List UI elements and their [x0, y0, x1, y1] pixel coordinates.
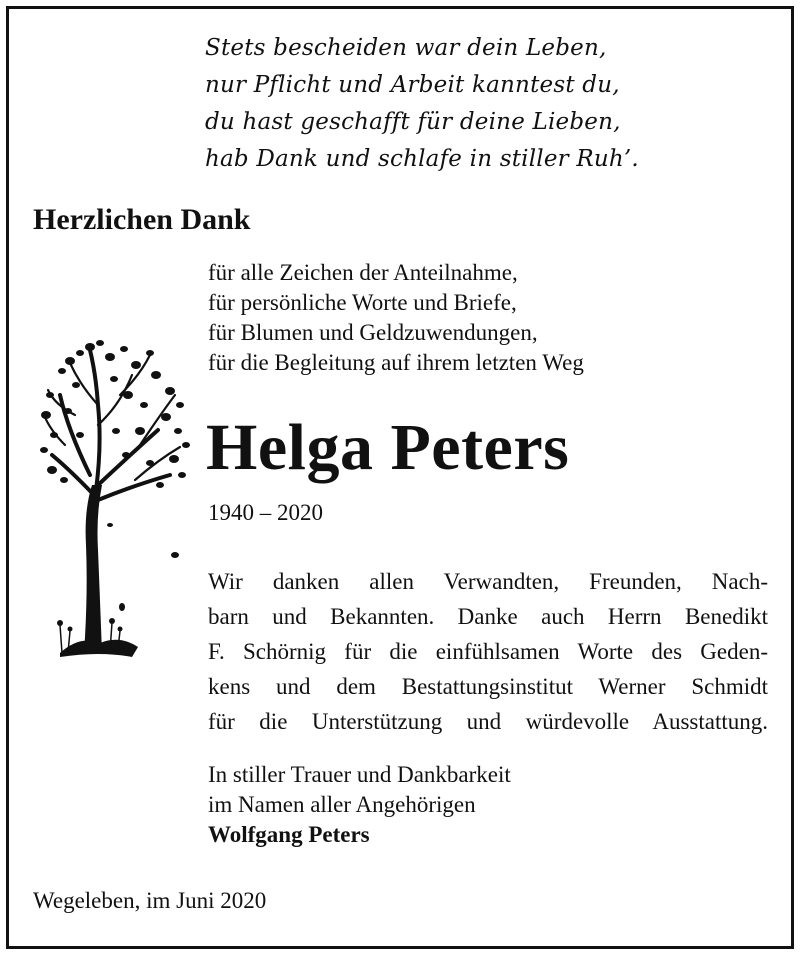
thanks-list — [208, 258, 768, 378]
poem-line: Stets bescheiden war dein Leben, — [205, 35, 607, 61]
body-line: kens und dem Bestattungsinstitut Werner Schmidt — [208, 674, 768, 699]
signer-name: Wolfgang Peters — [208, 822, 370, 847]
thanks-line: für persönliche Worte und Briefe, — [208, 290, 517, 315]
closing-line: In stiller Trauer und Dankbarkeit — [208, 762, 511, 787]
closing-signature — [208, 760, 768, 850]
closing-line: im Namen aller Angehörigen — [208, 792, 476, 817]
tree-silhouette-icon — [40, 335, 195, 675]
thanks-line: für die Begleitung auf ihrem letzten Weg — [208, 350, 584, 375]
body-line: F. Schörnig für die einfühlsamen Worte des Geden- — [208, 639, 768, 664]
body-line: Wir danken allen Verwandten, Freunden, Nach- — [208, 569, 768, 594]
poem-line: nur Pflicht und Arbeit kanntest du, — [205, 72, 620, 98]
body-line: für die Unterstützung und würdevolle Ausstattung. — [208, 709, 768, 734]
place-and-date: Wegeleben, im Juni 2020 — [33, 888, 267, 913]
body-line: barn und Bekannten. Danke auch Herrn Benedikt — [208, 604, 768, 629]
acknowledgement-text — [208, 564, 768, 739]
heading: Herzlichen Dank — [33, 203, 251, 236]
poem-line: hab Dank und schlafe in stiller Ruh’. — [205, 146, 639, 172]
deceased-name: Helga Peters — [206, 411, 570, 484]
thanks-line: für alle Zeichen der Anteilnahme, — [208, 260, 518, 285]
thanks-line: für Blumen und Geldzuwendungen, — [208, 320, 538, 345]
life-years: 1940 – 2020 — [208, 500, 323, 525]
poem-line: du hast geschafft für deine Lieben, — [205, 109, 621, 135]
memorial-poem — [205, 30, 765, 178]
